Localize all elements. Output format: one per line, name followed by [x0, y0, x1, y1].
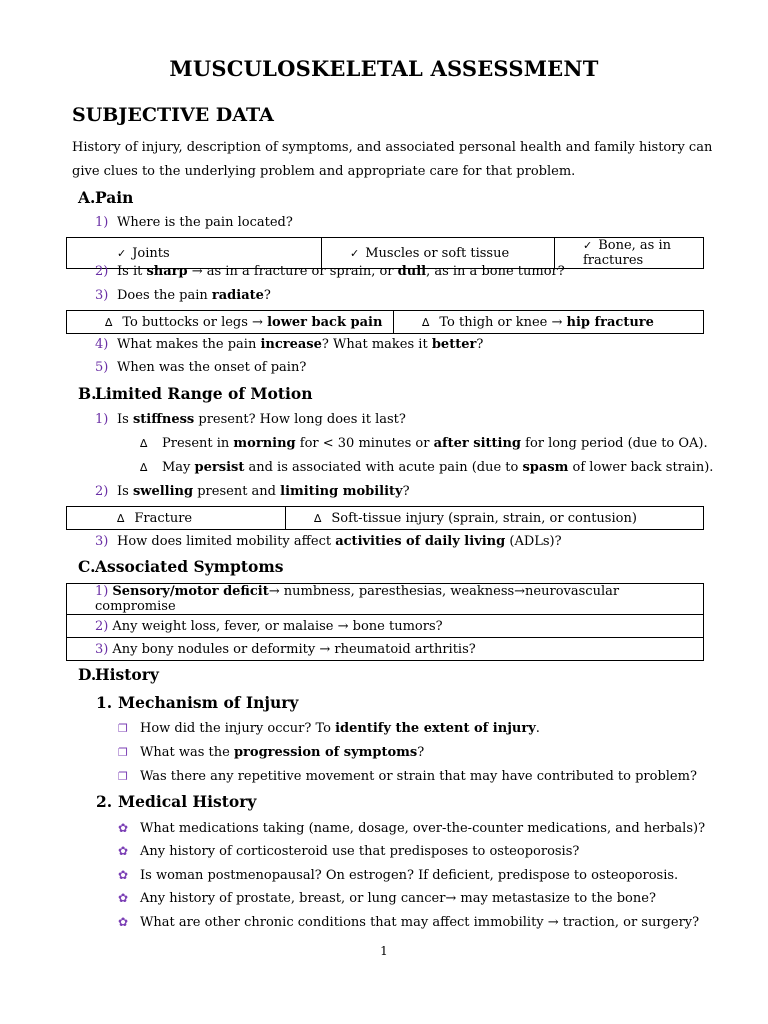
delta-icon: ∆: [117, 511, 125, 525]
text-run: and is associated with acute pain (due to: [244, 460, 523, 475]
item-number: 1): [95, 215, 109, 230]
flower-bullet-icon: ✿: [118, 821, 129, 835]
delta-icon: ∆: [422, 315, 430, 329]
text-run: Any bony nodules or deformity → rheumatoid arthritis?: [112, 641, 476, 657]
delta-icon: ∆: [140, 437, 148, 450]
bold-run: sharp: [146, 264, 188, 279]
text-run: ?: [476, 337, 484, 352]
intro-line-2: give clues to the underlying problem and appropriate care for that problem.: [72, 164, 576, 179]
flower-bullet-icon: ✿: [118, 868, 129, 882]
bold-run: limiting mobility: [280, 484, 403, 499]
text-run: Was there any repetitive movement or strain that may have contributed to problem?: [140, 769, 697, 784]
text-run: What makes the pain: [117, 337, 261, 352]
swelling-cell: [67, 507, 286, 530]
text-run: → numbness, paresthesias, weakness→neurovascular compromise: [95, 584, 620, 614]
pain-question-4: [95, 337, 483, 352]
section-d-heading: [78, 665, 159, 684]
text-run: May: [162, 460, 195, 475]
section-heading-subjective: SUBJECTIVE DATA: [72, 104, 274, 126]
location-label: Joints: [132, 245, 170, 261]
bold-run: stiffness: [132, 412, 195, 427]
flower-bullet-icon: ✿: [118, 891, 129, 905]
section-letter: D.: [78, 665, 97, 684]
bold-run: activities of daily living: [335, 534, 506, 549]
text-run: What medications taking (name, dosage, over-the-counter medications, and herbals)?: [140, 821, 706, 836]
checkmark-icon: ✓: [117, 246, 127, 260]
item-number: 3): [95, 534, 109, 549]
rom-subitem-1: [140, 436, 708, 451]
item-number: 1): [95, 584, 109, 599]
bold-run: morning: [233, 436, 296, 451]
mechanism-item-1: [118, 721, 540, 736]
text-run: of lower back strain).: [568, 460, 714, 475]
medical-item: [118, 844, 579, 859]
symptoms-table: [66, 583, 704, 661]
mechanism-item-2: [118, 745, 424, 760]
bold-run: hip fracture: [566, 314, 654, 330]
pain-question-1: [95, 215, 293, 230]
text-run: How did the injury occur? To: [140, 721, 336, 736]
text-run: Is woman postmenopausal? On estrogen? If deficient, predispose to osteoporosis.: [140, 868, 679, 883]
item-number: 3): [95, 641, 109, 657]
subheading-number: 1.: [96, 693, 113, 712]
text-run: ?: [263, 288, 271, 303]
medical-item: [118, 821, 705, 836]
pain-question-5: [95, 360, 306, 375]
text-run: Is: [117, 412, 133, 427]
text-run: present and: [193, 484, 281, 499]
bold-run: radiate: [211, 288, 264, 303]
page-number: 1: [380, 944, 388, 958]
swelling-cell: [286, 507, 704, 530]
flower-bullet-icon: ✿: [118, 915, 129, 929]
delta-icon: ∆: [140, 461, 148, 474]
delta-icon: ∆: [105, 315, 113, 329]
text-run: present? How long does it last?: [194, 412, 406, 427]
bold-run: better: [431, 337, 477, 352]
checkmark-icon: ✓: [350, 246, 360, 260]
bold-run: lower back pain: [267, 314, 383, 330]
text-run: ?: [402, 484, 410, 499]
radiate-table: [66, 310, 704, 334]
location-label: Muscles or soft tissue: [365, 245, 510, 261]
rom-subitem-2: [140, 460, 713, 475]
section-title: Pain: [95, 188, 134, 207]
text-run: Any history of prostate, breast, or lung cancer→ may metastasize to the bone?: [140, 891, 656, 906]
item-number: 4): [95, 337, 109, 352]
delta-icon: ∆: [314, 511, 322, 525]
section-c-heading: [78, 557, 284, 576]
text-run: Fracture: [134, 510, 193, 526]
item-text: When was the onset of pain?: [117, 360, 307, 375]
book-icon: ❐: [118, 770, 128, 783]
item-number: 3): [95, 288, 109, 303]
text-run: Present in: [162, 436, 234, 451]
subheading-mechanism: [96, 693, 298, 712]
item-number: 1): [95, 412, 109, 427]
medical-item: [118, 868, 678, 883]
mechanism-item-3: [118, 769, 697, 784]
swelling-table: [66, 506, 704, 530]
bold-run: dull: [397, 264, 427, 279]
radiate-cell: [394, 311, 704, 334]
bold-run: progression of symptoms: [233, 745, 418, 760]
location-label: Bone, as in fractures: [583, 238, 672, 268]
section-letter: C.: [78, 557, 96, 576]
rom-question-3: [95, 534, 562, 549]
subheading-title: Mechanism of Injury: [118, 693, 299, 712]
bold-run: persist: [194, 460, 245, 475]
location-cell: [555, 238, 704, 269]
text-run: Any history of corticosteroid use that predisposes to osteoporosis?: [140, 844, 580, 859]
text-run: → as in a fracture or sprain, or: [187, 264, 398, 279]
bold-run: Sensory/motor deficit: [112, 584, 269, 599]
bold-run: spasm: [522, 460, 569, 475]
symptom-row: [67, 638, 704, 661]
section-title: History: [95, 665, 159, 684]
section-title: Associated Symptoms: [95, 557, 284, 576]
item-text: Where is the pain located?: [117, 215, 293, 230]
text-run: To buttocks or legs →: [122, 314, 268, 330]
text-run: What are other chronic conditions that may affect immobility → traction, or surgery?: [140, 915, 700, 930]
checkmark-icon: ✓: [583, 239, 593, 252]
symptom-row: [67, 584, 704, 615]
rom-question-1: [95, 412, 406, 427]
flower-bullet-icon: ✿: [118, 844, 129, 858]
pain-question-2: [95, 264, 565, 279]
bold-run: identify the extent of injury: [335, 721, 536, 736]
section-title: Limited Range of Motion: [95, 384, 313, 403]
section-letter: A.: [78, 188, 96, 207]
text-run: To thigh or knee →: [439, 314, 567, 330]
book-icon: ❐: [118, 722, 128, 735]
item-number: 2): [95, 264, 109, 279]
text-run: (ADLs)?: [505, 534, 562, 549]
bold-run: after sitting: [433, 436, 522, 451]
text-run: Any weight loss, fever, or malaise → bone tumors?: [112, 618, 443, 634]
text-run: Is: [117, 484, 133, 499]
text-run: , as in a bone tumor?: [426, 264, 565, 279]
subheading-title: Medical History: [118, 792, 257, 811]
section-letter: B.: [78, 384, 97, 403]
text-run: for < 30 minutes or: [295, 436, 434, 451]
book-icon: ❐: [118, 746, 128, 759]
medical-item: [118, 915, 699, 930]
radiate-cell: [67, 311, 394, 334]
subheading-number: 2.: [96, 792, 113, 811]
text-run: Is it: [117, 264, 147, 279]
text-run: .: [535, 721, 540, 736]
text-run: Soft-tissue injury (sprain, strain, or contusion): [331, 510, 637, 526]
text-run: for long period (due to OA).: [521, 436, 708, 451]
text-run: Does the pain: [117, 288, 212, 303]
section-a-heading: [78, 188, 133, 207]
medical-item: [118, 891, 656, 906]
text-run: How does limited mobility affect: [117, 534, 336, 549]
rom-question-2: [95, 484, 410, 499]
item-number: 2): [95, 484, 109, 499]
text-run: ?: [417, 745, 425, 760]
page-title: MUSCULOSKELETAL ASSESSMENT: [169, 56, 599, 81]
symptom-row: [67, 615, 704, 638]
text-run: What was the: [140, 745, 234, 760]
section-b-heading: [78, 384, 313, 403]
intro-line-1: History of injury, description of symptoms, and associated personal health and family history can: [72, 140, 713, 155]
bold-run: swelling: [132, 484, 194, 499]
pain-question-3: [95, 288, 271, 303]
item-number: 5): [95, 360, 109, 375]
bold-run: increase: [260, 337, 322, 352]
subheading-medical-history: [96, 792, 256, 811]
item-number: 2): [95, 618, 109, 634]
text-run: ? What makes it: [321, 337, 432, 352]
